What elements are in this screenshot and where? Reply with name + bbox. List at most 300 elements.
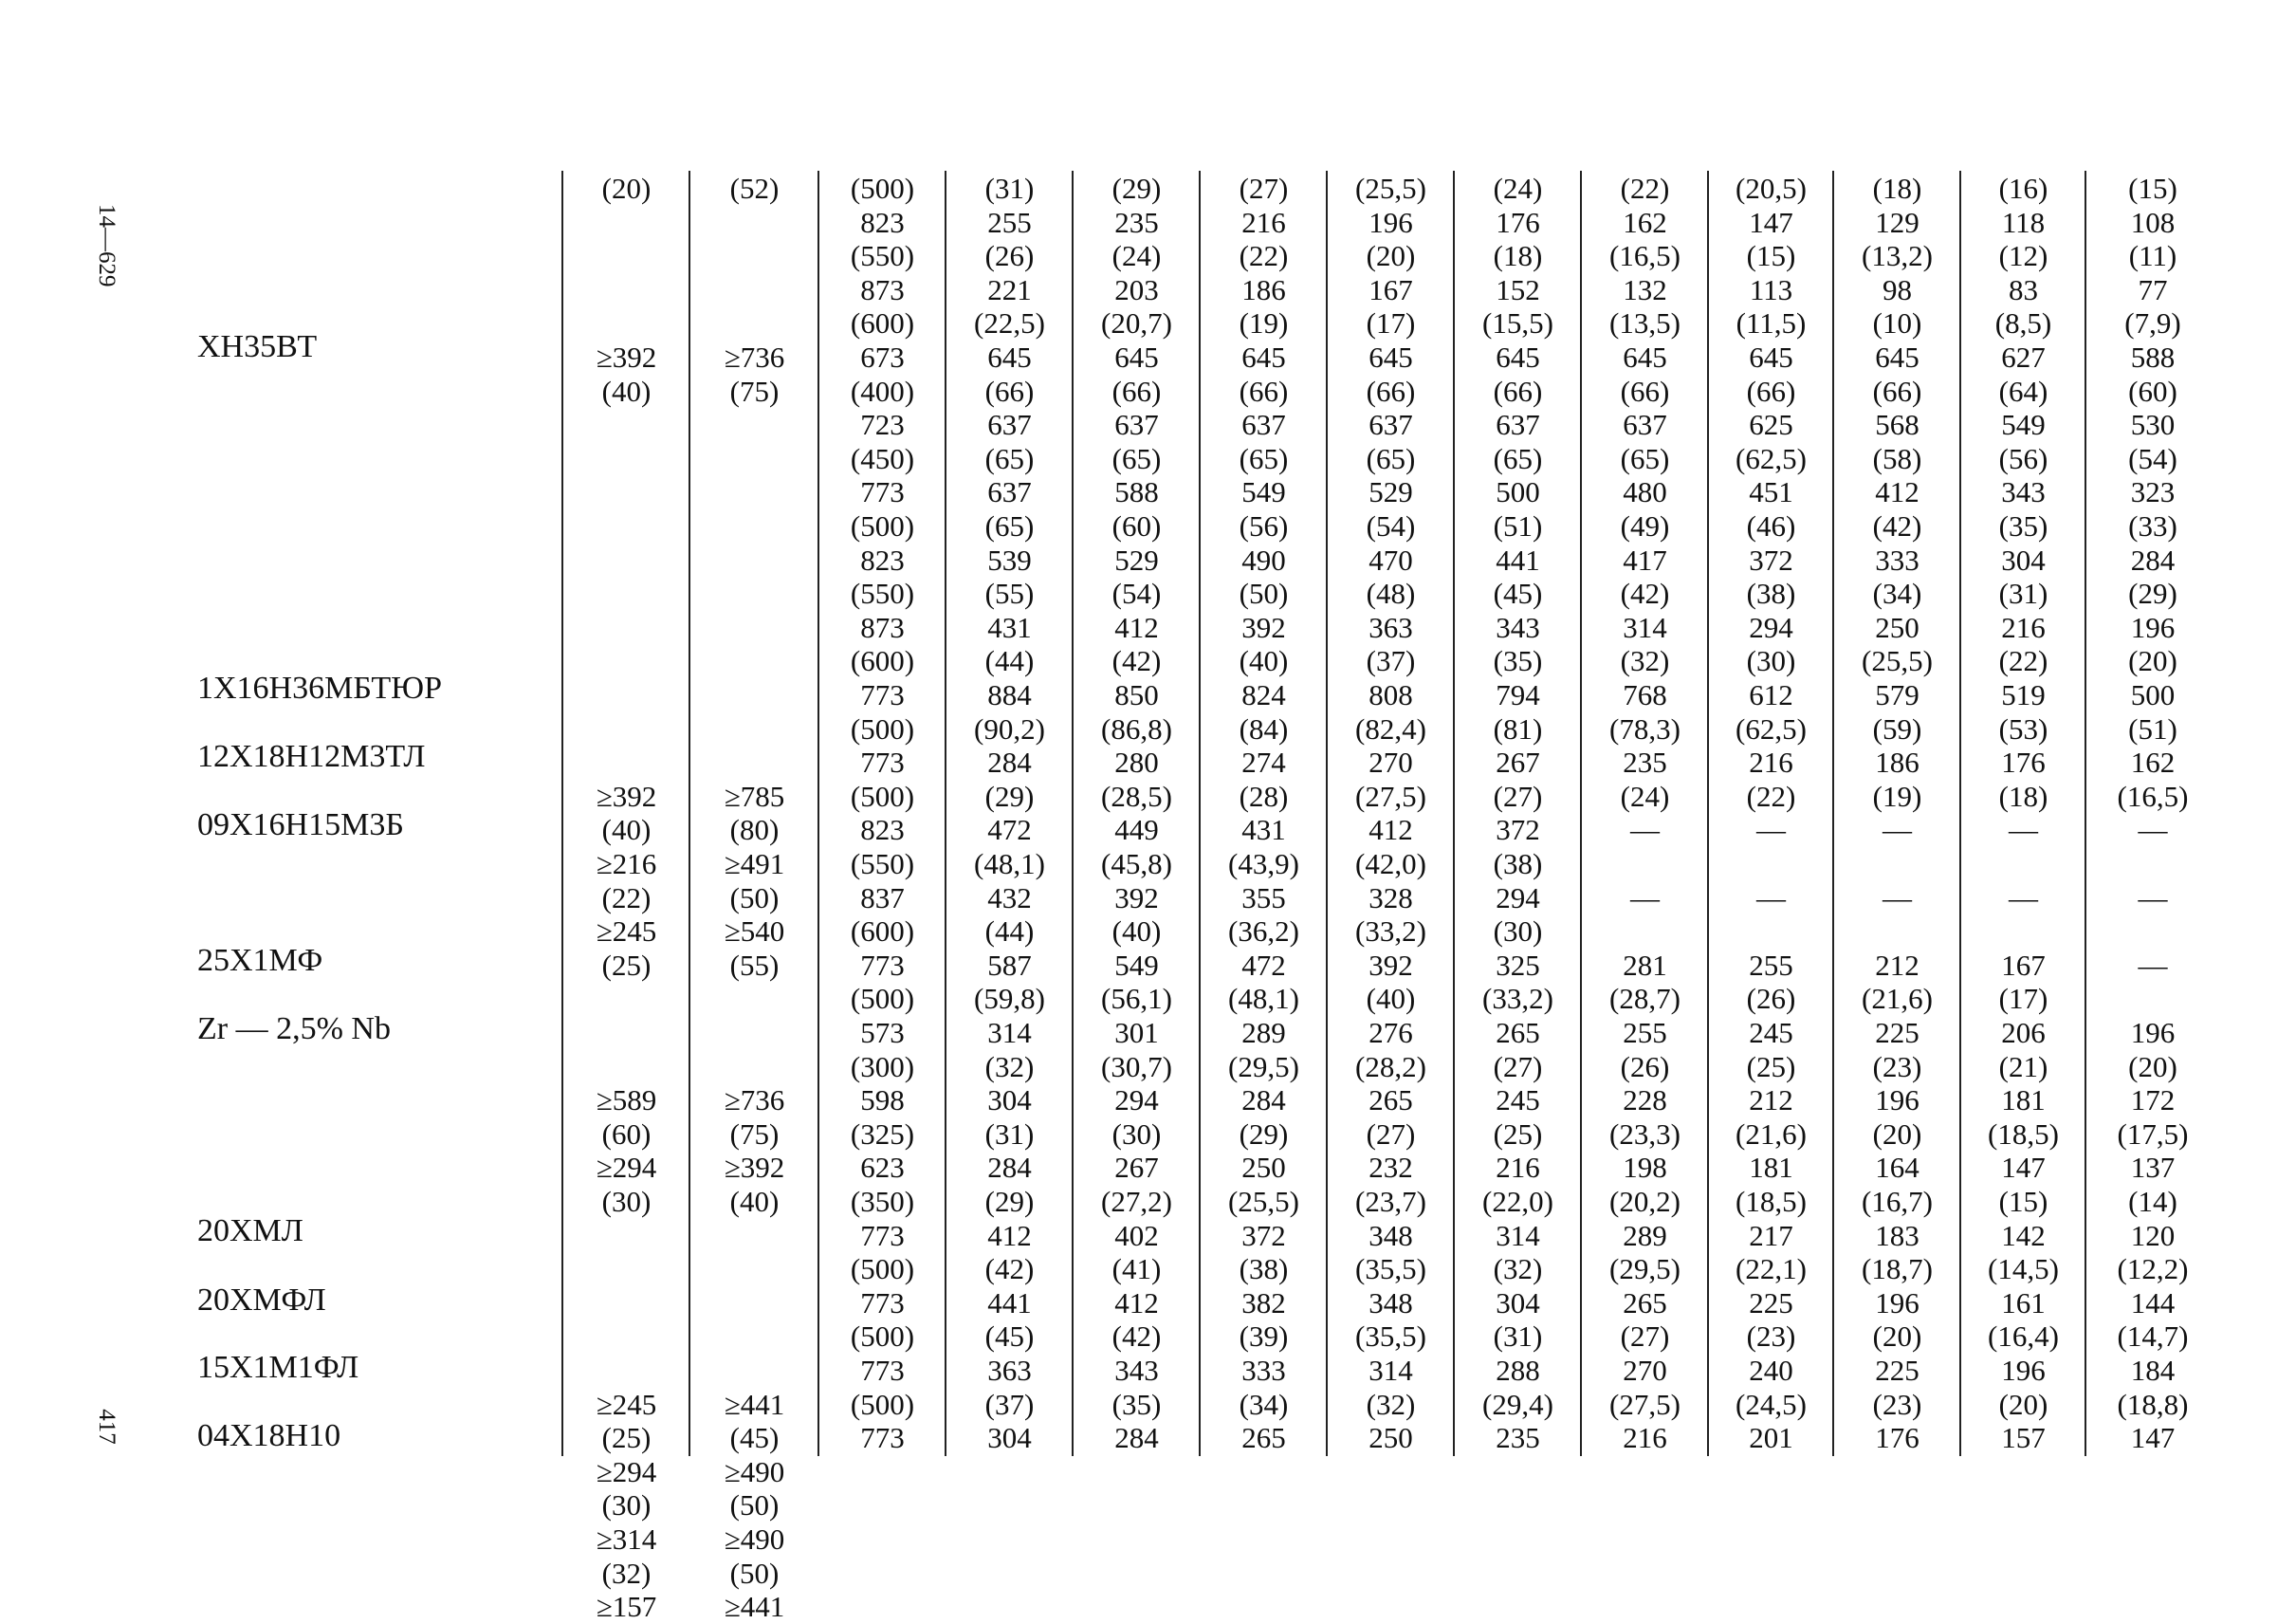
table-cell: 129 — [1875, 205, 1919, 239]
table-cell: 216 — [1241, 205, 1286, 239]
table-cell: 637 — [1496, 408, 1540, 442]
table-cell: 245 — [1496, 1083, 1540, 1117]
table-cell: 216 — [1749, 746, 1793, 780]
table-cell: (15) — [2128, 172, 2177, 205]
table-cell: 573 — [860, 1016, 905, 1049]
table-cell: 417 — [1623, 543, 1667, 577]
table-cell: 587 — [987, 948, 1032, 982]
table-cell: — — [2138, 948, 2168, 982]
table-cell: 216 — [2001, 610, 2046, 644]
table-cell: 884 — [987, 678, 1032, 711]
table-cell: 108 — [2130, 205, 2176, 239]
table-cell: — — [2009, 880, 2038, 914]
table-cell: (29,5) — [1609, 1252, 1681, 1286]
table-cell: 162 — [1623, 205, 1667, 239]
table-cell: (15) — [1998, 1185, 2048, 1218]
table-cell: (16,4) — [1988, 1320, 2059, 1354]
table-cell: (500) — [850, 172, 915, 205]
table-cell: 472 — [987, 813, 1032, 847]
table-cell: 304 — [1496, 1285, 1540, 1320]
table-cell: 255 — [1749, 948, 1793, 982]
top-margin-code: 14—629 — [94, 204, 119, 287]
table-cell: (500) — [850, 779, 915, 813]
table-cell: 301 — [1114, 1016, 1159, 1049]
table-cell: 623 — [860, 1151, 905, 1185]
table-cell: (30) — [1493, 914, 1543, 949]
table-cell: 363 — [1368, 610, 1413, 644]
table-cell: 284 — [987, 746, 1032, 780]
table-cell: 432 — [987, 880, 1032, 914]
table-cell: 645 — [1496, 341, 1540, 374]
table-cell: 294 — [1496, 880, 1540, 914]
table-cell: (49) — [1620, 509, 1670, 543]
table-cell: 181 — [2001, 1083, 2046, 1117]
table-cell: 723 — [860, 408, 905, 442]
table-cell: (13,5) — [1609, 306, 1681, 341]
table-cell: 113 — [1749, 272, 1793, 306]
table-cell: (500) — [850, 982, 915, 1016]
table-cell: (58) — [1872, 441, 1922, 475]
table-cell: (40) — [729, 1185, 780, 1218]
table-cell: 270 — [1368, 746, 1413, 780]
table-cell: 637 — [1241, 408, 1286, 442]
table-cell: 267 — [1496, 746, 1540, 780]
table-cell: ≥490 — [724, 1522, 785, 1556]
table-cell: (33,2) — [1482, 982, 1553, 1016]
table-cell: 343 — [2001, 475, 2046, 509]
table-cell: 850 — [1114, 678, 1159, 711]
table-cell: 873 — [860, 610, 905, 644]
table-cell: (65) — [1620, 441, 1670, 475]
table-cell: 250 — [1241, 1151, 1286, 1185]
table-cell: (20) — [1872, 1320, 1922, 1354]
table-cell: (14,5) — [1988, 1252, 2059, 1286]
table-cell: (24,5) — [1736, 1387, 1807, 1421]
table-cell: 637 — [1623, 408, 1667, 442]
table-cell: 549 — [1114, 948, 1159, 982]
table-cell: (25) — [1746, 1049, 1796, 1083]
material-name: 1Х16Н36МБТЮР — [197, 671, 443, 706]
table-cell: (22) — [1746, 779, 1796, 813]
table-cell: 176 — [1875, 1421, 1919, 1455]
table-cell: 333 — [1241, 1354, 1286, 1387]
table-cell: (500) — [850, 711, 915, 746]
table-cell: (24) — [1111, 239, 1162, 273]
material-name: 04Х18Н10 — [197, 1418, 341, 1453]
table-cell: 196 — [2130, 1016, 2176, 1049]
table-cell: (16,7) — [1862, 1185, 1933, 1218]
table-cell: (66) — [1366, 374, 1416, 408]
table-cell: 333 — [1875, 543, 1919, 577]
table-cell: 216 — [1623, 1421, 1667, 1455]
table-cell: ≥540 — [724, 914, 785, 949]
table-cell: 132 — [1623, 272, 1667, 306]
table-cell: ≥314 — [596, 1522, 657, 1556]
table-cell: 645 — [1241, 341, 1286, 374]
table-cell: 186 — [1241, 272, 1286, 306]
table-cell: (27) — [1493, 1049, 1543, 1083]
table-cell: 284 — [1114, 1421, 1159, 1455]
table-cell: — — [2009, 813, 2038, 847]
table-cell: 645 — [1368, 341, 1413, 374]
table-cell: (28,7) — [1609, 982, 1681, 1016]
table-cell: 314 — [1623, 610, 1667, 644]
table-cell: 645 — [1749, 341, 1793, 374]
table-cell: (550) — [850, 239, 915, 273]
table-cell: (400) — [850, 374, 915, 408]
table-cell: (27) — [1366, 1116, 1416, 1151]
table-cell: (17,5) — [2117, 1116, 2189, 1151]
table-cell: (80) — [729, 813, 780, 847]
table-cell: (27,2) — [1101, 1185, 1172, 1218]
table-cell: (15) — [1746, 239, 1796, 273]
table-cell: 184 — [2130, 1354, 2176, 1387]
table-cell: 529 — [1368, 475, 1413, 509]
table-cell: (75) — [729, 374, 780, 408]
table-cell: (60) — [2128, 374, 2177, 408]
table-cell: (29) — [1111, 172, 1162, 205]
table-cell: 314 — [1496, 1218, 1540, 1252]
table-cell: (40) — [601, 813, 652, 847]
table-cell: 824 — [1241, 678, 1286, 711]
table-cell: 181 — [1749, 1151, 1793, 1185]
table-cell: 480 — [1623, 475, 1667, 509]
table-cell: (25,5) — [1862, 644, 1933, 678]
table-cell: (29,4) — [1482, 1387, 1553, 1421]
table-column — [2085, 171, 2219, 1456]
table-cell: (17) — [1998, 982, 2048, 1016]
table-cell: (14) — [2128, 1185, 2177, 1218]
table-cell: (42) — [1872, 509, 1922, 543]
table-cell: 372 — [1749, 543, 1793, 577]
table-cell: (65) — [1366, 441, 1416, 475]
table-cell: 147 — [2001, 1151, 2046, 1185]
table-cell: ≥736 — [724, 341, 785, 374]
table-cell: 627 — [2001, 341, 2046, 374]
page-number: 417 — [94, 1409, 119, 1445]
table-cell: 645 — [987, 341, 1032, 374]
material-name: 15Х1М1ФЛ — [197, 1350, 359, 1385]
table-cell: 530 — [2130, 408, 2176, 442]
table-cell: (26) — [1620, 1049, 1670, 1083]
table-cell: ≥392 — [724, 1151, 785, 1185]
material-name: Zr — 2,5% Nb — [197, 1011, 391, 1046]
table-cell: (33) — [2128, 509, 2177, 543]
table-cell: (18,8) — [2117, 1387, 2189, 1421]
table-cell: 588 — [2130, 341, 2176, 374]
table-cell: (55) — [729, 948, 780, 982]
table-cell: 212 — [1749, 1083, 1793, 1117]
table-cell: 281 — [1623, 948, 1667, 982]
table-cell: (90,2) — [974, 711, 1045, 746]
table-cell: ≥245 — [596, 1387, 657, 1421]
table-cell: (60) — [1111, 509, 1162, 543]
table-cell: (22,0) — [1482, 1185, 1553, 1218]
table-cell: (43,9) — [1228, 847, 1299, 880]
table-cell: (24) — [1493, 172, 1543, 205]
table-cell: (45) — [984, 1320, 1035, 1354]
table-cell: (37) — [1366, 644, 1416, 678]
table-cell: (28,5) — [1101, 779, 1172, 813]
table-cell: (59) — [1872, 711, 1922, 746]
table-cell: 304 — [987, 1421, 1032, 1455]
table-cell: ≥245 — [596, 914, 657, 949]
table-cell: 120 — [2130, 1218, 2176, 1252]
table-cell: (350) — [850, 1185, 915, 1218]
table-cell: (600) — [850, 914, 915, 949]
table-cell: — — [1630, 813, 1660, 847]
table-cell: (20) — [601, 172, 652, 205]
table-cell: 270 — [1623, 1354, 1667, 1387]
table-cell: (32) — [1493, 1252, 1543, 1286]
table-cell: 773 — [860, 746, 905, 780]
table-cell: 203 — [1114, 272, 1159, 306]
table-cell: (33,2) — [1355, 914, 1426, 949]
table-cell: 235 — [1496, 1421, 1540, 1455]
table-cell: (18,5) — [1988, 1116, 2059, 1151]
table-cell: 265 — [1241, 1421, 1286, 1455]
table-cell: 402 — [1114, 1218, 1159, 1252]
table-cell: (29,5) — [1228, 1049, 1299, 1083]
table-cell: (23) — [1872, 1049, 1922, 1083]
table-cell: 343 — [1114, 1354, 1159, 1387]
table-cell: 823 — [860, 543, 905, 577]
table-cell: 449 — [1114, 813, 1159, 847]
table-cell: 637 — [987, 475, 1032, 509]
table-cell: (600) — [850, 644, 915, 678]
table-cell: (26) — [1746, 982, 1796, 1016]
table-cell: ≥490 — [724, 1454, 785, 1488]
table-cell: (25) — [1493, 1116, 1543, 1151]
table-cell: (18,7) — [1862, 1252, 1933, 1286]
table-cell: (20,2) — [1609, 1185, 1681, 1218]
table-cell: (27,5) — [1609, 1387, 1681, 1421]
table-cell: 183 — [1875, 1218, 1919, 1252]
table-cell: ≥216 — [596, 847, 657, 880]
table-cell: 343 — [1496, 610, 1540, 644]
table-cell: (27) — [1620, 1320, 1670, 1354]
table-cell: (66) — [1872, 374, 1922, 408]
table-cell: 472 — [1241, 948, 1286, 982]
table-cell: (10) — [1872, 306, 1922, 341]
table-cell: — — [2138, 880, 2168, 914]
table-cell: 304 — [987, 1083, 1032, 1117]
table-cell: (54) — [2128, 441, 2177, 475]
table-cell: — — [1883, 813, 1912, 847]
table-cell: 549 — [1241, 475, 1286, 509]
table-cell: (21) — [1998, 1049, 2048, 1083]
table-cell: ≥441 — [724, 1590, 785, 1624]
table-cell: 157 — [2001, 1421, 2046, 1455]
table-cell: 451 — [1749, 475, 1793, 509]
table-cell: 250 — [1875, 610, 1919, 644]
table-cell: (32) — [601, 1556, 652, 1590]
table-cell: (31) — [984, 1116, 1035, 1151]
table-cell: (35) — [1998, 509, 2048, 543]
table-cell: (40) — [1111, 914, 1162, 949]
table-cell: (35,5) — [1355, 1252, 1426, 1286]
table-cell: (500) — [850, 1387, 915, 1421]
table-cell: (30) — [601, 1185, 652, 1218]
table-cell: 637 — [1114, 408, 1159, 442]
table-cell: ≥294 — [596, 1454, 657, 1488]
table-cell: (51) — [2128, 711, 2177, 746]
table-cell: (30,7) — [1101, 1049, 1172, 1083]
table-cell: (42,0) — [1355, 847, 1426, 880]
table-cell: 348 — [1368, 1285, 1413, 1320]
table-cell: (13,2) — [1862, 239, 1933, 273]
table-cell: (22) — [1620, 172, 1670, 205]
material-name: 12Х18Н12М3ТЛ — [197, 739, 426, 774]
table-cell: (84) — [1239, 711, 1289, 746]
table-cell: 382 — [1241, 1285, 1286, 1320]
table-cell: (42) — [984, 1252, 1035, 1286]
table-cell: (12) — [1998, 239, 2048, 273]
table-cell: (50) — [729, 1488, 780, 1522]
table-cell: 172 — [2130, 1083, 2176, 1117]
table-cell: 837 — [860, 880, 905, 914]
table-cell: 265 — [1368, 1083, 1413, 1117]
table-cell: 206 — [2001, 1016, 2046, 1049]
table-cell: (64) — [1998, 374, 2048, 408]
table-cell: (30) — [1746, 644, 1796, 678]
table-cell: (75) — [729, 1116, 780, 1151]
table-column — [1199, 171, 1327, 1456]
table-cell: 773 — [860, 1218, 905, 1252]
table-cell: ≥785 — [724, 779, 785, 813]
table-cell: (21,6) — [1862, 982, 1933, 1016]
table-cell: 325 — [1496, 948, 1540, 982]
table-cell: (34) — [1239, 1387, 1289, 1421]
table-cell: (48,1) — [1228, 982, 1299, 1016]
table-cell: (65) — [1239, 441, 1289, 475]
table-cell: (18) — [1998, 779, 2048, 813]
table-cell: (22) — [1998, 644, 2048, 678]
table-cell: (8,5) — [1994, 306, 2052, 341]
table-cell: (550) — [850, 847, 915, 880]
table-cell: ≥736 — [724, 1083, 785, 1117]
table-cell: 198 — [1623, 1151, 1667, 1185]
table-cell: 83 — [2009, 272, 2038, 306]
table-cell: (32) — [1366, 1387, 1416, 1421]
table-cell: 265 — [1496, 1016, 1540, 1049]
table-cell: 98 — [1883, 272, 1912, 306]
table-cell: 280 — [1114, 746, 1159, 780]
table-cell: 288 — [1496, 1354, 1540, 1387]
table-cell: 637 — [987, 408, 1032, 442]
table-cell: 568 — [1875, 408, 1919, 442]
table-cell: (66) — [1493, 374, 1543, 408]
table-cell: 355 — [1241, 880, 1286, 914]
table-cell: 808 — [1368, 678, 1413, 711]
table-cell: 645 — [1114, 341, 1159, 374]
table-cell: (54) — [1111, 577, 1162, 611]
table-cell: (20) — [2128, 1049, 2177, 1083]
table-cell: ≥589 — [596, 1083, 657, 1117]
table-column — [561, 171, 689, 1624]
table-cell: ≥294 — [596, 1151, 657, 1185]
table-cell: (300) — [850, 1049, 915, 1083]
table-cell: (16,5) — [1609, 239, 1681, 273]
table-cell: 363 — [987, 1354, 1032, 1387]
table-cell: 235 — [1623, 746, 1667, 780]
table-cell: — — [1630, 880, 1660, 914]
table-cell: 265 — [1623, 1285, 1667, 1320]
table-cell: (19) — [1239, 306, 1289, 341]
table-cell: (35,5) — [1355, 1320, 1426, 1354]
table-column — [1832, 171, 1960, 1456]
table-cell: (500) — [850, 1320, 915, 1354]
table-cell: (41) — [1111, 1252, 1162, 1286]
table-cell: 162 — [2130, 746, 2176, 780]
table-cell: (27) — [1239, 172, 1289, 205]
table-cell: 768 — [1623, 678, 1667, 711]
table-cell: 228 — [1623, 1083, 1667, 1117]
table-cell: 142 — [2001, 1218, 2046, 1252]
table-cell: (25,5) — [1355, 172, 1426, 205]
table-cell: 314 — [1368, 1354, 1413, 1387]
table-cell: 235 — [1114, 205, 1159, 239]
table-cell: (35) — [1493, 644, 1543, 678]
table-cell: 412 — [1114, 1285, 1159, 1320]
table-cell: (29) — [984, 1185, 1035, 1218]
table-cell: 225 — [1875, 1016, 1919, 1049]
table-cell: (40) — [601, 374, 652, 408]
table-cell: (550) — [850, 577, 915, 611]
table-cell: (66) — [984, 374, 1035, 408]
table-cell: 284 — [2130, 543, 2176, 577]
table-cell: 276 — [1368, 1016, 1413, 1049]
table-cell: (81) — [1493, 711, 1543, 746]
table-cell: 823 — [860, 813, 905, 847]
table-cell: 500 — [1496, 475, 1540, 509]
table-cell: 201 — [1749, 1421, 1793, 1455]
table-cell: (56) — [1239, 509, 1289, 543]
table-cell: (50) — [729, 1556, 780, 1590]
table-cell: 579 — [1875, 678, 1919, 711]
table-cell: 225 — [1749, 1285, 1793, 1320]
table-cell: (66) — [1111, 374, 1162, 408]
table-cell: 673 — [860, 341, 905, 374]
table-cell: (22) — [1239, 239, 1289, 273]
table-cell: (22,1) — [1736, 1252, 1807, 1286]
table-cell: 217 — [1749, 1218, 1793, 1252]
table-cell: (31) — [1493, 1320, 1543, 1354]
table-cell: (44) — [984, 914, 1035, 949]
table-cell: (600) — [850, 306, 915, 341]
table-cell: (12,2) — [2117, 1252, 2189, 1286]
table-cell: 137 — [2130, 1151, 2176, 1185]
table-cell: (38) — [1746, 577, 1796, 611]
table-cell: 245 — [1749, 1016, 1793, 1049]
table-cell: (20,5) — [1736, 172, 1807, 205]
table-cell: (39) — [1239, 1320, 1289, 1354]
table-cell: 284 — [987, 1151, 1032, 1185]
table-cell: 221 — [987, 272, 1032, 306]
table-cell: (37) — [984, 1387, 1035, 1421]
table-cell: — — [1756, 880, 1786, 914]
table-cell: 873 — [860, 272, 905, 306]
table-cell: (44) — [984, 644, 1035, 678]
table-column — [817, 171, 946, 1456]
table-cell: 431 — [1241, 813, 1286, 847]
table-cell: (325) — [850, 1116, 915, 1151]
table-cell: 637 — [1368, 408, 1413, 442]
table-cell: 441 — [1496, 543, 1540, 577]
table-cell: (42) — [1111, 644, 1162, 678]
table-cell: 773 — [860, 948, 905, 982]
table-cell: 773 — [860, 475, 905, 509]
